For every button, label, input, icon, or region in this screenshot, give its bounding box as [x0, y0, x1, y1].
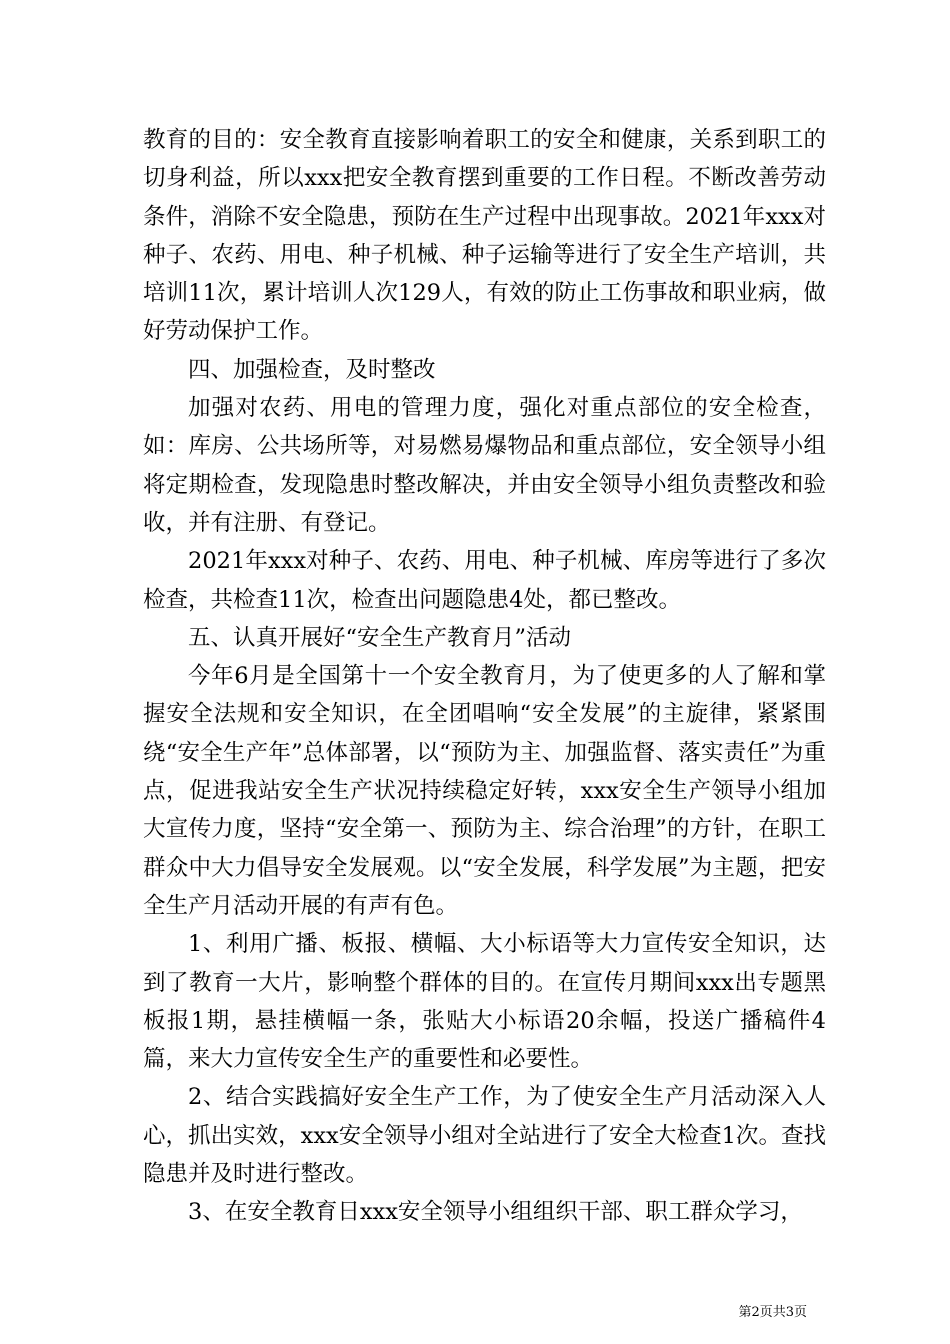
- paragraph: 2021年xxx对种子、农药、用电、种子机械、库房等进行了多次检查，共检查11次，检查出问题隐患4处，都已整改。: [143, 548, 826, 613]
- page-number: 第2页共3页: [738, 1305, 807, 1320]
- section-heading-5: 五、认真开展好“安全生产教育月”活动: [188, 624, 572, 651]
- list-item: 3、在安全教育日xxx安全领导小组组织干部、职工群众学习，: [188, 1199, 803, 1226]
- paragraph: 加强对农药、用电的管理力度，强化对重点部位的安全检查，如：库房、公共场所等，对易燃易爆物品和重点部位，安全领导小组将定期检查，发现隐患时整改解决，并由安全领导小组负责整改和验收，并有注册、有登记。: [143, 395, 826, 536]
- list-item: 2、结合实践搞好安全生产工作，为了使安全生产月活动深入人心，抓出实效，xxx安全领导小组对全站进行了安全大检查1次。查找隐患并及时进行整改。: [143, 1084, 826, 1188]
- document-body: [143, 121, 826, 1232]
- section-heading-4: 四、加强检查，及时整改: [188, 356, 436, 383]
- list-item: 1、利用广播、板报、横幅、大小标语等大力宣传安全知识，达到了教育一大片，影响整个群体的目的。在宣传月期间xxx出专题黑板报1期，悬挂横幅一条，张贴大小标语20余幅，投送广播稿件4篇，来大力宣传安全生产的重要性和必要性。: [143, 931, 826, 1073]
- paragraph: 教育的目的：安全教育直接影响着职工的安全和健康，关系到职工的切身利益，所以xxx把安全教育摆到重要的工作日程。不断改善劳动条件，消除不安全隐患，预防在生产过程中出现事故。2021年xxx对种子、农药、用电、种子机械、种子运输等进行了安全生产培训，共培训11次，累计培训人次129人，有效的防止工伤事故和职业病，做好劳动保护工作。: [143, 127, 826, 345]
- paragraph: 今年6月是全国第十一个安全教育月，为了使更多的人了解和掌握安全法规和安全知识，在全团唱响“安全发展”的主旋律，紧紧围绕“安全生产年”总体部署，以“预防为主、加强监督、落实责任”为重点，促进我站安全生产状况持续稳定好转，xxx安全生产领导小组加大宣传力度，坚持“安全第一、预防为主、综合治理”的方针，在职工群众中大力倡导安全发展观。以“安全发展，科学发展”为主题，把安全生产月活动开展的有声有色。: [143, 663, 826, 919]
